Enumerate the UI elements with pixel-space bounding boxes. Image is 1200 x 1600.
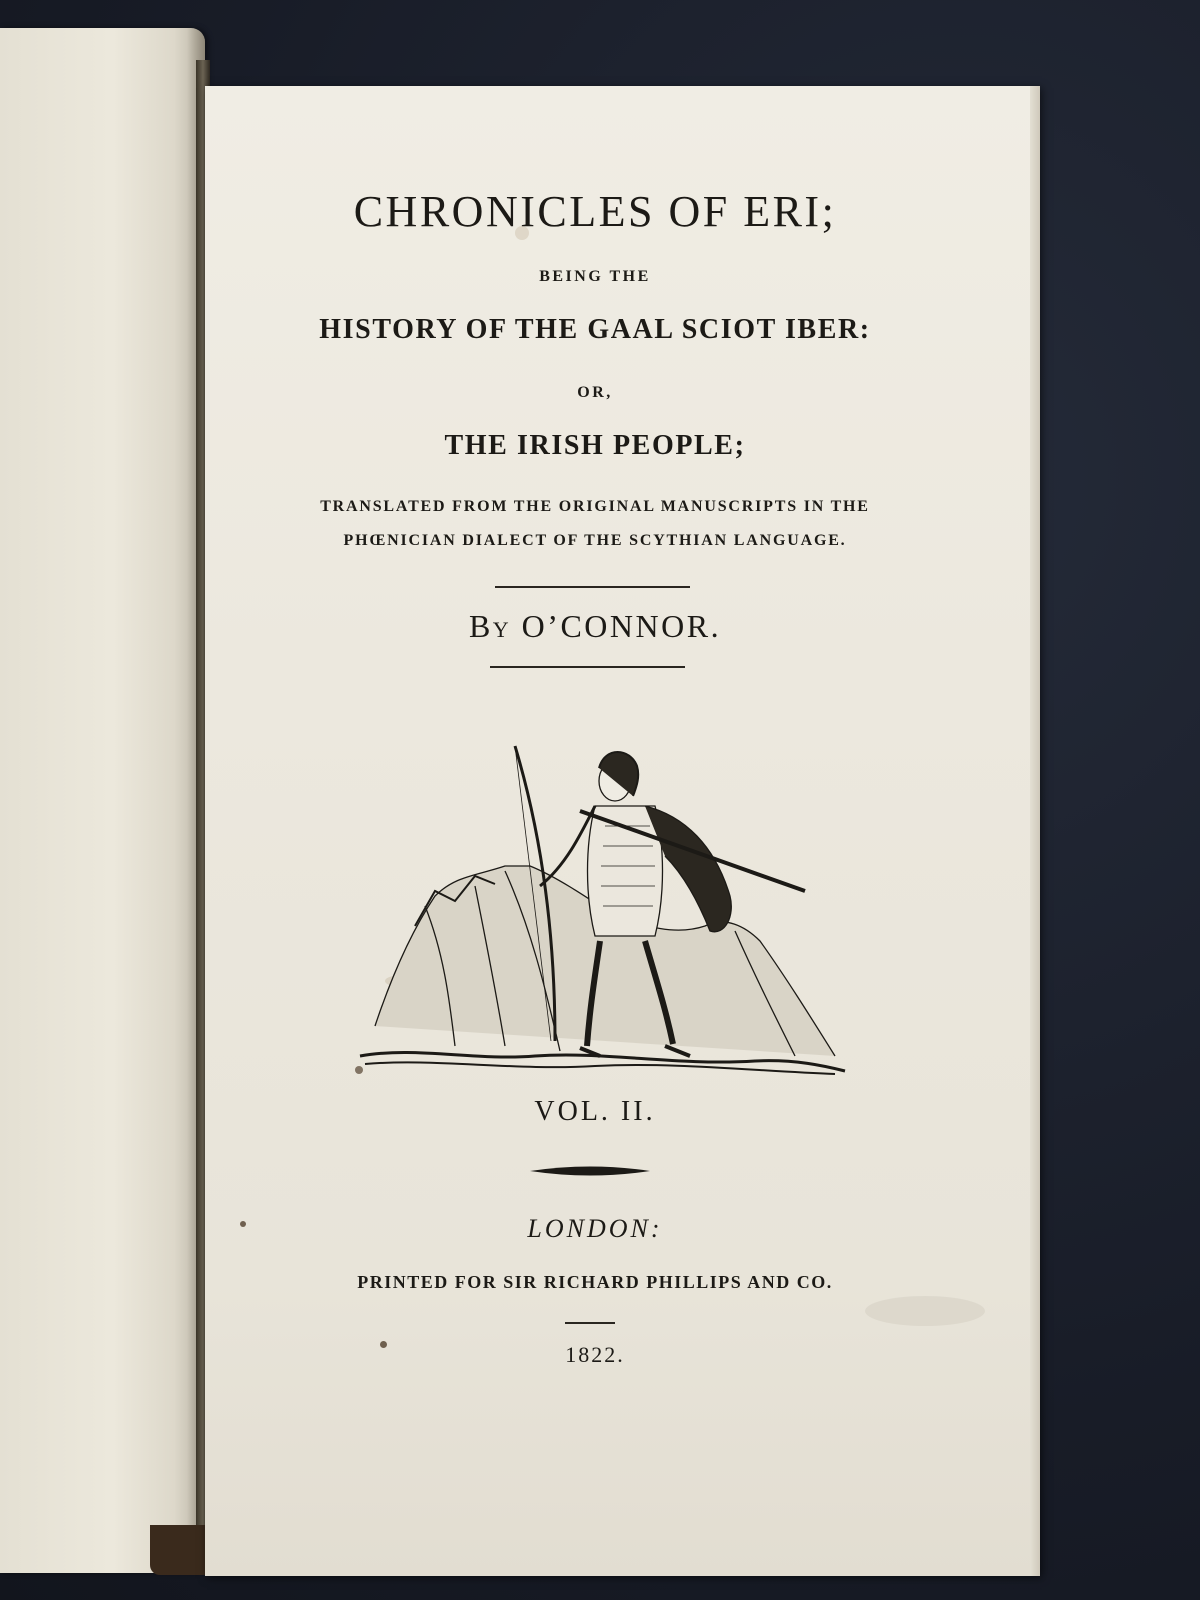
subtitle-history: HISTORY OF THE GAAL SCIOT IBER: <box>319 314 871 345</box>
ornamental-rule <box>530 1164 650 1178</box>
book-title: CHRONICLES OF ERI; <box>353 187 837 236</box>
subtitle-irish-people: THE IRISH PEOPLE; <box>444 430 746 461</box>
title-page <box>205 86 1040 1576</box>
rule-below-author <box>490 666 685 668</box>
rule-above-author <box>495 586 690 588</box>
page-edge <box>1030 86 1040 1576</box>
archer-engraving-icon <box>355 726 855 1076</box>
imprint-year: 1822. <box>565 1342 625 1367</box>
rule-above-year <box>565 1322 615 1324</box>
author-name: O’CONNOR. <box>521 608 722 644</box>
by-label: By <box>468 608 512 644</box>
being-the-line: BEING THE <box>539 268 651 285</box>
left-page <box>0 28 205 1573</box>
or-line: OR, <box>577 384 613 401</box>
volume-number: VOL. II. <box>534 1096 656 1127</box>
imprint-printer: PRINTED FOR SIR RICHARD PHILLIPS AND CO. <box>357 1272 833 1292</box>
translated-line-1: TRANSLATED FROM THE ORIGINAL MANUSCRIPTS IN THE <box>320 498 870 515</box>
author-line <box>205 608 985 645</box>
imprint-place: LONDON: <box>527 1214 663 1243</box>
foxing-spot <box>865 1296 985 1326</box>
translated-line-2: PHŒNICIAN DIALECT OF THE SCYTHIAN LANGUAGE. <box>343 532 847 549</box>
